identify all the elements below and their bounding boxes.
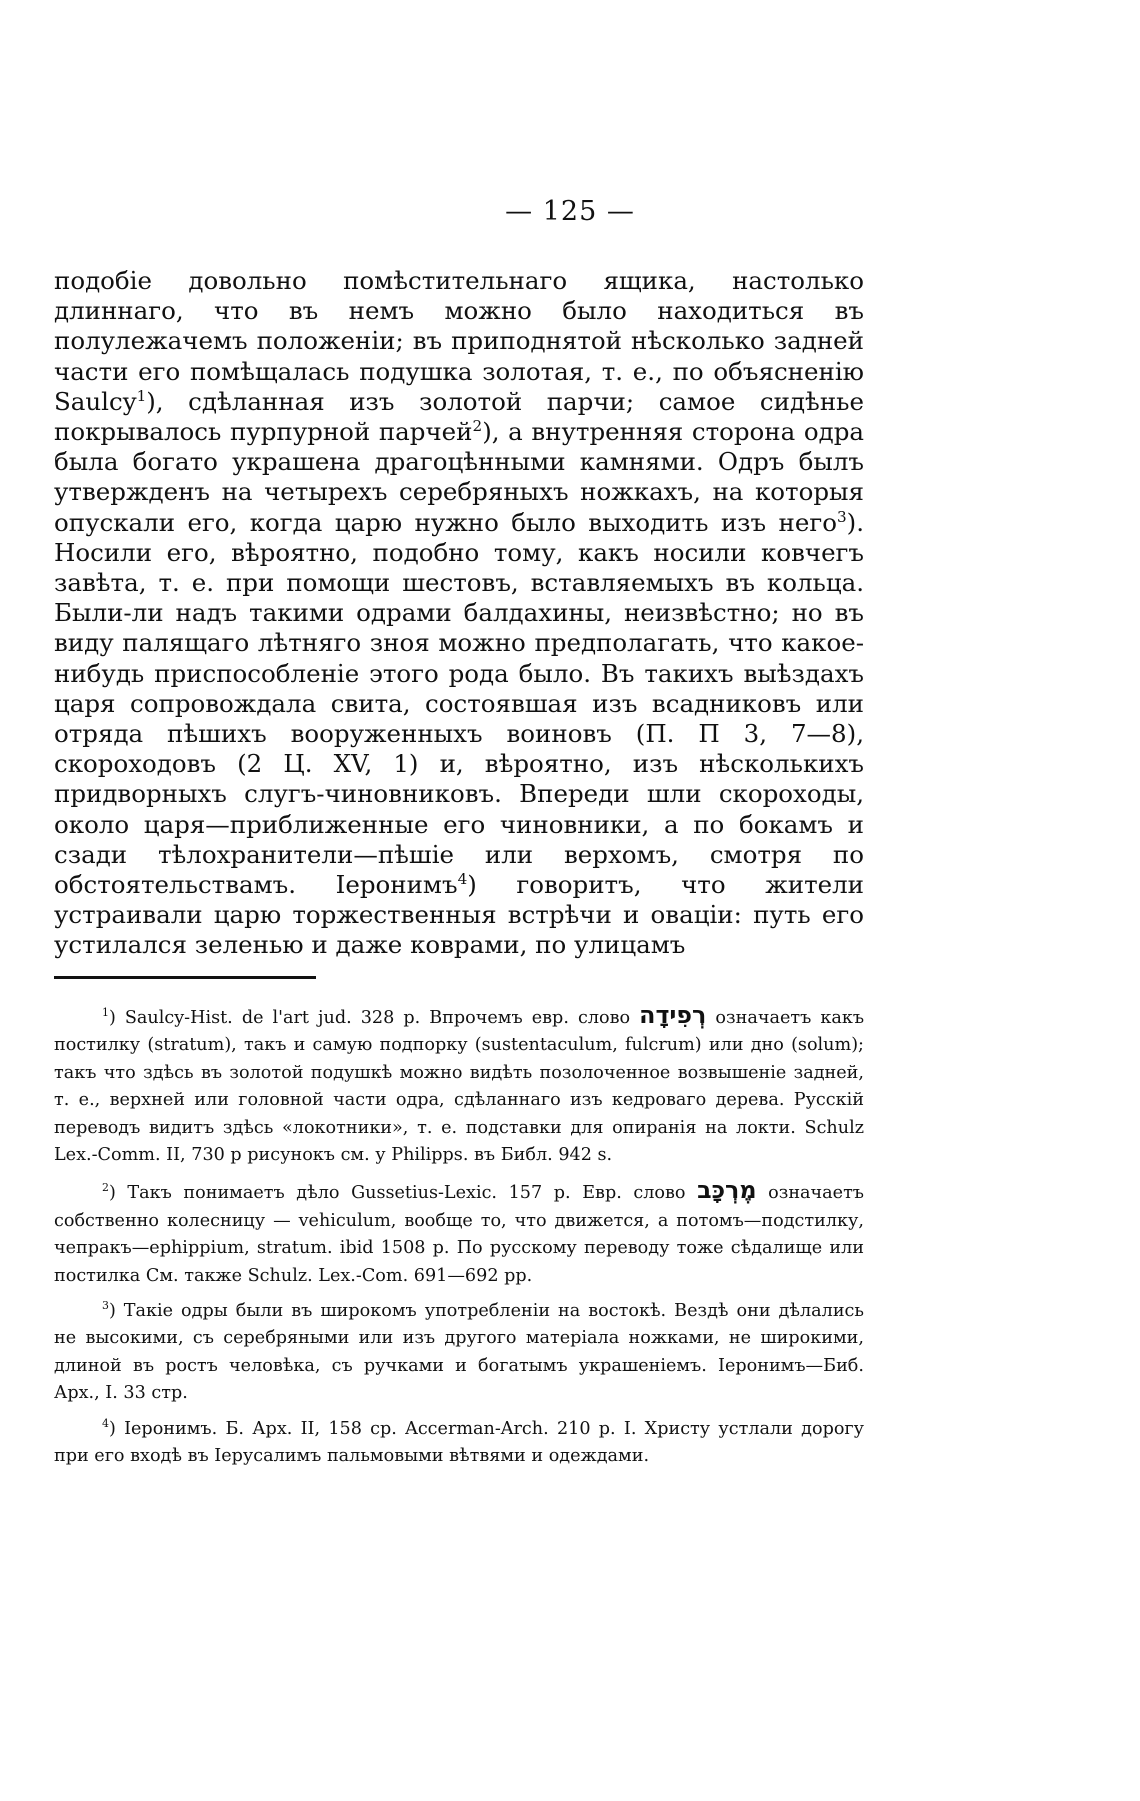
hebrew-word: רְפִידָה <box>639 1001 707 1029</box>
footnote-text: означаетъ собственно колесницу — vehiculum, вообще то, что движется, а потомъ—подстилку, чепракъ—ephippium, stratum. ibid 1508 p. По русскому переводу тоже сѣдалище или постилка См. также Schulz. Lex.-Com. 691—692 pp. <box>54 1183 865 1286</box>
footnote-mark: 4 <box>102 1416 109 1430</box>
main-text <box>54 266 864 961</box>
footnote-text: означаетъ какъ постилку (stratum), такъ и самую подпорку (sustentaculum, fulcrum) или дно (solum); такъ что здѣсь въ золотой подушкѣ можно видѣть позолоченное возвышеніе задней, т. е., верхней или головной части одра, сдѣланнаго изъ кедроваго дерева. Русскій переводъ видитъ здѣсь «локотники», т. е. подставки для опиранія на локти. Schulz Lex.-Comm. II, 730 p рисунокъ см. у Philipps. въ Библ. 942 s. <box>54 1008 865 1166</box>
footnote-text: ) Такіе одры были въ широкомъ употребленіи на востокѣ. Вездѣ они дѣлались не высокими, съ серебряными или изъ другого матеріала ножками, не широкими, длиной въ ростъ человѣка, съ ручками и богатымъ украшеніемъ. Іеронимъ—Биб. Арх., I. 33 стр. <box>54 1301 864 1404</box>
footnote-mark: 1 <box>102 1006 109 1020</box>
footnote-ref-4: 4 <box>457 869 468 888</box>
footnote-separator <box>54 976 316 979</box>
main-text-segment-3: ), а внутренняя сторона одра была богато украшена драгоцѣнными камнями. Одръ былъ утвержденъ на четырехъ серебряныхъ ножкахъ, на которыя опускали его, когда царю нужно было выходить изъ него <box>54 417 864 537</box>
footnote-ref-2: 2 <box>472 416 483 435</box>
footnote-4 <box>54 1416 864 1471</box>
footnote-mark: 2 <box>102 1181 109 1195</box>
footnote-text: ) Saulcy-Hist. de l'art jud. 328 p. Впрочемъ евр. слово <box>108 1008 631 1028</box>
footnotes <box>54 1002 864 1479</box>
footnote-mark: 3 <box>102 1299 109 1313</box>
footnote-2 <box>54 1177 864 1290</box>
main-text-segment-2: ), сдѣланная изъ золотой парчи; самое сидѣнье покрывалось пурпурной парчей <box>54 386 864 447</box>
footnote-ref-1: 1 <box>136 386 147 405</box>
footnote-text: ) Іеронимъ. Б. Арх. II, 158 ср. Accerman-Arch. 210 p. I. Христу устлали дорогу при его входѣ въ Іерусалимъ пальмовыми вѣтвями и одеждами. <box>54 1418 864 1467</box>
hebrew-word: מֶרְכָּב <box>697 1176 757 1205</box>
footnote-1 <box>54 1002 864 1169</box>
footnote-3 <box>54 1298 864 1408</box>
footnote-ref-3: 3 <box>836 507 847 526</box>
main-text-segment-1: подобіе довольно помѣстительнаго ящика, настолько длиннаго, что въ немъ можно было находиться въ полулежачемъ положеніи; въ приподнятой нѣсколько задней части его помѣщалась подушка золотая, т. е., по объясненію Saulcy <box>54 266 864 416</box>
main-text-segment-4: ). Носили его, вѣроятно, подобно тому, какъ носили ковчегъ завѣта, т. е. при помощи шестовъ, вставляемыхъ въ кольца. Были-ли надъ такими одрами балдахины, неизвѣстно; но въ виду палящаго лѣтняго зноя можно предполагать, что какое-нибудь приспособленіе этого рода было. Въ такихъ выѣздахъ царя сопровождала свита, состоявшая изъ всадниковъ или отряда пѣшихъ вооруженныхъ воиновъ (П. П 3, 7—8), скороходовъ (2 Ц. XV, 1) и, вѣроятно, изъ нѣсколькихъ придворныхъ слугъ-чиновниковъ. Впереди шли скороходы, около царя—приближенные его чиновники, а по бокамъ и сзади тѣлохранители—пѣшіе или верхомъ, смотря по обстоятельствамъ. Іеронимъ <box>54 507 864 900</box>
main-text-segment-5: ) говоритъ, что жители устраивали царю торжественныя встрѣчи и оваціи: путь его устилался зеленью и даже коврами, по улицамъ <box>54 870 865 960</box>
footnote-text: ) Такъ понимаетъ дѣло Gussetius-Lexic. 157 p. Евр. слово <box>108 1183 686 1204</box>
page-number: — 125 — <box>505 196 635 227</box>
main-paragraph <box>54 266 864 961</box>
